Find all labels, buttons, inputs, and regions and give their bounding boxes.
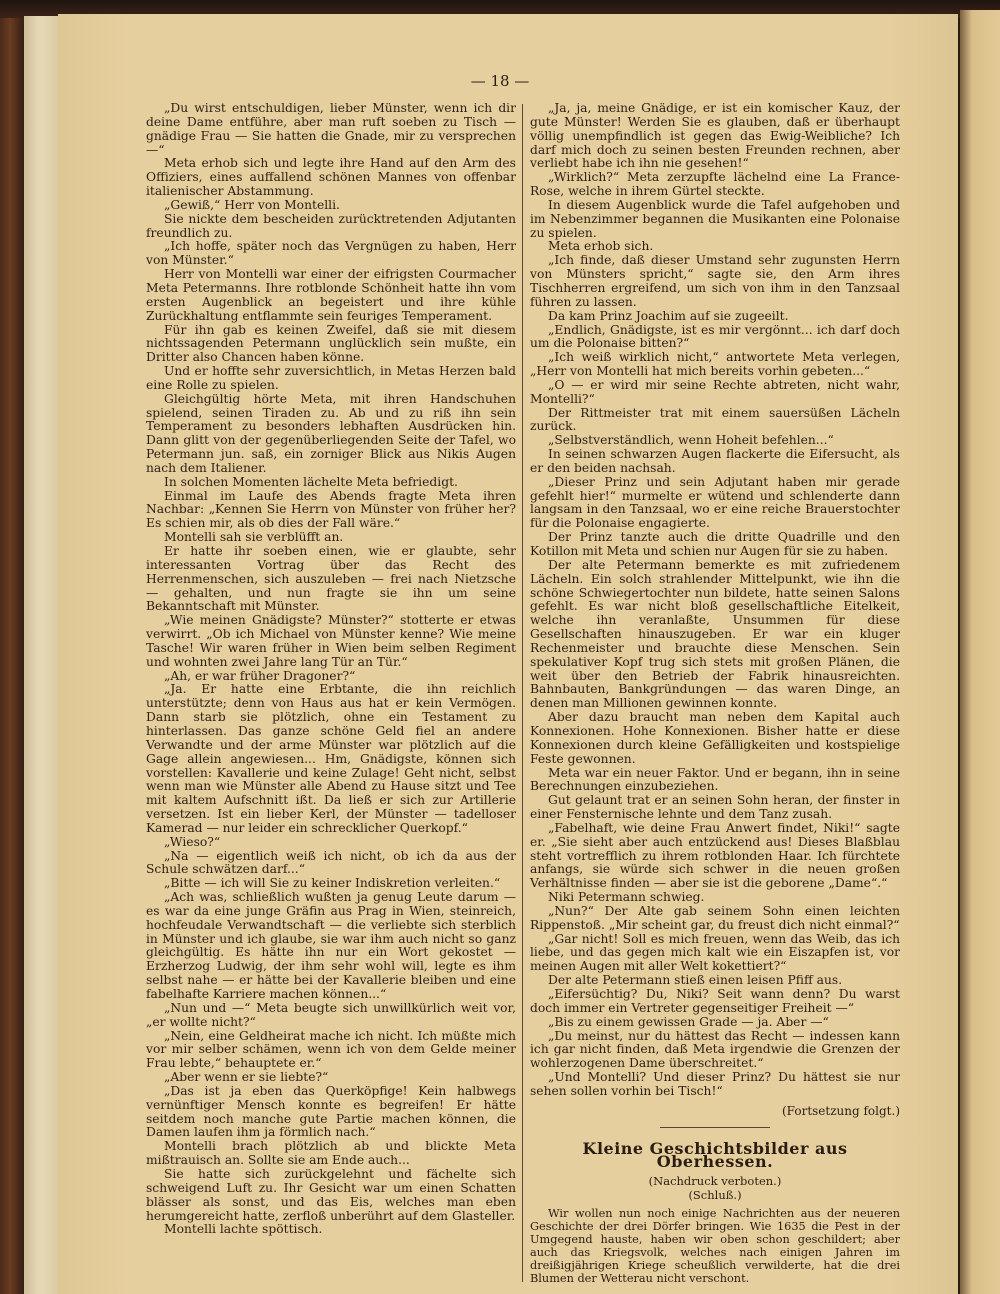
paragraph: „Ah, er war früher Dragoner?“: [164, 668, 356, 683]
paragraph: „Du meinst, nur du hättest das Recht — indessen kann ich gar nicht finden, daß Meta irgendwie die Grenzen der wohlerzogenen Dame überschreitet.“: [530, 1028, 900, 1071]
paragraph: Meta erhob sich und legte ihre Hand auf den Arm des Offiziers, eines auffallend schönen Mannes von offenbar italienischer Abstammung.: [146, 156, 516, 199]
paragraph: „Aber wenn er sie liebte?“: [164, 1070, 329, 1085]
paragraph: Der alte Petermann bemerkte es mit zufriedenem Lächeln. Ein solch strahlender Mittelpunkt, wie ihn die schöne Schwiegertochter nun bildete, hatte seinen Salons gefehlt. Es war nicht bloß gesellschaftliche Eitelkeit, welche ihn veranlaßte, Unsummen für diese Gesellschaften hinauszugeben. Er war ein kluger Rechenmeister und brauchte diese Menschen. Sein spekulativer Kopf trug sich stets mit großen Plänen, die weit über den Betrieb der Fabrik hinausreichten. Bahnbauten, Bankgründungen — das waren Dinge, an denen man Millionen gewinnen konnte.: [530, 557, 900, 711]
paragraph: Der Rittmeister trat mit einem sauersüßen Lächeln zurück.: [530, 405, 900, 434]
paragraph: „Ich hoffe, später noch das Vergnügen zu haben, Herr von Münster.“: [146, 239, 516, 268]
paragraph: Montelli lachte spöttisch.: [164, 1222, 323, 1237]
paragraph: „Gar nicht! Soll es mich freuen, wenn das Weib, das ich liebe, und das gegen mich kalt wie ein Eiszapfen ist, vor meinen Augen mit aller Welt kokettiert?“: [530, 931, 900, 974]
paragraph: „Du wirst entschuldigen, lieber Münster, wenn ich dir deine Dame entführe, aber man ruft soeben zu Tisch — gnädige Frau — Sie hatten die Gnade, mir zu versprechen —“: [146, 101, 516, 157]
paragraph: Er hatte ihr soeben einen, wie er glaubte, sehr interessanten Vortrag über das Recht des Herrenmenschen, sich auszuleben — frei nach Nietzsche — gehalten, und nun fragte sie ihn um seine Bekanntschaft mit Münster.: [146, 544, 516, 614]
section-rule: [660, 1127, 770, 1128]
paragraph: „Ach was, schließlich wußten ja genug Leute darum — es war da eine junge Gräfin aus Prag in Wien, steinreich, hochfeudale Verwandtschaft — die verliebte sich sterblich in Münster und ich glaube, sie war ihm auch nicht so ganz gleichgültig. Es hätte ihn nur ein Wort gekostet — Erzherzog Ludwig, der ihm sehr wohl will, legte es ihm selbst nahe — er hätte bei der Kavallerie bleiben und eine fabelhafte Karriere machen können...“: [146, 890, 516, 1001]
paragraph: Meta war ein neuer Faktor. Und er begann, ihn in seine Berechnungen einzubeziehen.: [530, 765, 900, 794]
paragraph: „Endlich, Gnädigste, ist es mir vergönnt... ich darf doch um die Polonaise bitten?“: [530, 322, 900, 351]
paragraph: Herr von Montelli war einer der eifrigsten Courmacher Meta Petermanns. Ihre rotblonde Schönheit hatte ihn vom ersten Augenblick an begeistert und ihre kühle Zurückhaltung entflammte sein feuriges Temperament.: [146, 267, 516, 323]
right-column: [530, 101, 900, 1285]
paragraph: „Nun?“ Der Alte gab seinem Sohn einen leichten Rippenstoß. „Mir scheint gar, du freust dich nicht einmal?“: [530, 903, 900, 932]
paragraph: „Bitte — ich will Sie zu keiner Indiskretion verleiten.“: [164, 876, 501, 891]
paragraph: „Fabelhaft, wie deine Frau Anwert findet, Niki!“ sagte er. „Sie sieht aber auch entzückend aus! Dieses Blaßblau steht vortrefflich zu ihrem rotblonden Haar. Ich fürchtete anfangs, sie würde sich schwer in die neuen großen Verhältnisse finden — aber sie ist die geborene „Dame“.“: [530, 820, 900, 891]
paragraph: Einmal im Laufe des Abends fragte Meta ihren Nachbar: „Kennen Sie Herrn von Münster von früher her? Es schien mir, als ob dies der Fall wäre.“: [146, 488, 516, 531]
paragraph: Für ihn gab es keinen Zweifel, daß sie mit diesem nichtssagenden Petermann unglücklich sein mußte, ein Dritter also Chancen haben könne.: [146, 322, 516, 365]
paragraph: „Nein, eine Geldheirat mache ich nicht. Ich müßte mich vor mir selber schämen, wenn ich von dem Gelde meiner Frau lebte,“ behauptete er.“: [146, 1028, 516, 1071]
paragraph: „Nun und —“ Meta beugte sich unwillkürlich weit vor, „er wollte nicht?“: [146, 1000, 516, 1029]
paragraph: „Gewiß,“ Herr von Montelli.: [164, 197, 340, 212]
paragraph: Gut gelaunt trat er an seinen Sohn heran, der finster in einer Fensternische lehnte und dem Tanz zusah.: [530, 793, 900, 822]
paragraph: „Na — eigentlich weiß ich nicht, ob ich da aus der Schule schwätzen darf...“: [146, 848, 516, 877]
paragraph: Der alte Petermann stieß einen leisen Pfiff aus.: [548, 973, 843, 988]
paragraph: „Ja, ja, meine Gnädige, er ist ein komischer Kauz, der gute Münster! Werden Sie es glauben, daß er überhaupt völlig unempfindlich ist gegen das Ewig-Weibliche? Ich darf mich doch zu seinen besten Freunden rechnen, aber verliebt habe ich ihn nie gesehen!“: [530, 101, 900, 171]
paragraph: Montelli sah sie verblüfft an.: [164, 530, 344, 545]
continued-note: (Fortsetzung folgt.): [782, 1103, 900, 1118]
paragraph: In solchen Momenten lächelte Meta befriedigt.: [164, 474, 458, 489]
paragraph: „Dieser Prinz und sein Adjutant haben mir gerade gefehlt hier!“ murmelte er wütend und schlenderte dann langsam in den Tanzsaal, wo er eine reiche Brauerstochter für die Polonaise engagierte.: [530, 474, 900, 531]
paragraph: Und er hoffte sehr zuversichtlich, in Metas Herzen bald eine Rolle zu spielen.: [146, 364, 516, 392]
paragraph: Sie hatte sich zurückgelehnt und fächelte sich schweigend Luft zu. Ihr Gesicht war um einen Schatten blässer als sonst, und das Eis, welches man eben herumgereicht hatte, zerfloß unberührt auf dem Glasteller.: [146, 1166, 516, 1223]
column-divider: [522, 104, 523, 1282]
article-body: Wir wollen nun noch einige Nachrichten aus der neueren Geschichte der drei Dörfer bringen. Wie 1635 die Pest in der Umgegend hauste, haben wir oben schon geschildert; aber auch das Kriegsvolk, welches nach einigen Jahren im dreißigjährigen Kriege scheußlich verwilderte, hat die drei Blumen der Wetterau nicht verschont.: [530, 1206, 900, 1285]
paragraph: „Und Montelli? Und dieser Prinz? Du hättest sie nur sehen sollen vorhin bei Tisch!“: [530, 1070, 900, 1098]
article-note-reprint: (Nachdruck verboten.): [648, 1174, 782, 1189]
paragraph: „O — er wird mir seine Rechte abtreten, nicht wahr, Montelli?“: [530, 377, 900, 406]
paragraph: „Selbstverständlich, wenn Hoheit befehlen...“: [548, 433, 834, 448]
paragraph: In diesem Augenblick wurde die Tafel aufgehoben und im Nebenzimmer begannen die Musikanten eine Polonaise zu spielen.: [530, 197, 900, 240]
right-column-paragraphs: [530, 102, 900, 1099]
paragraph: „Ja. Er hatte eine Erbtante, die ihn reichlich unterstützte; denn von Haus aus hat er kein Vermögen. Dann starb sie plötzlich, ohne ein Testament zu hinterlassen. Das ganze schöne Geld fiel an andere Verwandte und der arme Münster war plötzlich auf die Gage allein angewiesen... Hm, Gnädigste, können sich vorstellen: Kavallerie und keine Zulage! Geht nicht, selbst wenn man wie Münster alle Abend zu Hause sitzt und Tee mit kaltem Aufschnitt ißt. Da ließ er sich zur Artillerie versetzen. Ist ein lieber Kerl, der Münster — tadelloser Kamerad — nur leider ein schrecklicher Querkopf.“: [146, 682, 516, 835]
article-note-conclusion: (Schluß.): [688, 1188, 742, 1203]
paragraph: „Ich weiß wirklich nicht,“ antwortete Meta verlegen, „Herr von Montelli hat mich bereits vorhin gebeten...“: [530, 350, 900, 379]
paragraph: Aber dazu braucht man neben dem Kapital auch Konnexionen. Hohe Konnexionen. Bisher hatte er diese Konnexionen durch kleine Gefälligkeiten und kostspielige Feste gewonnen.: [530, 710, 900, 766]
paragraph: Niki Petermann schwieg.: [548, 890, 705, 905]
article-title: Kleine Geschichtsbilder aus Oberhessen.: [582, 1138, 848, 1172]
paragraph: „Wie meinen Gnädigste? Münster?“ stotterte er etwas verwirrt. „Ob ich Michael von Münster kenne? Wie meine Tasche! Wir waren früher in Wien beim selben Regiment und wohnten zwei Jahre lang Tür an Tür.“: [146, 613, 516, 669]
paragraph: Montelli brach plötzlich ab und blickte Meta mißtrauisch an. Sollte sie am Ende auch...: [146, 1139, 516, 1168]
paragraph: „Wirklich?“ Meta zerzupfte lächelnd eine La France-Rose, welche in ihrem Gürtel steckte.: [530, 170, 900, 199]
paragraph: „Eifersüchtig? Du, Niki? Seit wann denn? Du warst doch immer ein Vertreter gegenseitiger Freiheit —“: [530, 987, 900, 1015]
page-number: — 18 —: [470, 72, 530, 90]
paragraph: „Das ist ja eben das Querköpfige! Kein halbwegs vernünftiger Mensch konnte es begreifen! Er hätte seitdem noch manche gute Partie machen können, die Damen laufen ihm ja förmlich nach.“: [146, 1083, 516, 1140]
paragraph: Gleichgültig hörte Meta, mit ihren Handschuhen spielend, seinen Tiraden zu. Ab und zu riß ihn sein Temperament zu besonders lebhaften Ausdrücken hin. Dann glitt von der gegenüberliegenden Seite der Tafel, wo Petermann jun. saß, ein zorniger Blick aus Nikis Augen nach dem Italiener.: [146, 391, 516, 475]
paragraph: Da kam Prinz Joachim auf sie zugeeilt.: [548, 308, 789, 323]
left-column: [146, 102, 516, 1272]
paragraph: Der Prinz tanzte auch die dritte Quadrille und den Kotillon mit Meta und schien nur Augen für sie zu haben.: [530, 530, 900, 558]
paragraph: „Bis zu einem gewissen Grade — ja. Aber —“: [548, 1014, 829, 1029]
paragraph: Sie nickte dem bescheiden zurücktretenden Adjutanten freundlich zu.: [146, 211, 516, 240]
paragraph: Meta erhob sich.: [548, 239, 654, 254]
paragraph: „Ich finde, daß dieser Umstand sehr zugunsten Herrn von Münsters spricht,“ sagte sie, den Arm ihres Tischherren ergreifend, um sich von ihm in den Tanzsaal führen zu lassen.: [530, 253, 900, 309]
paragraph: In seinen schwarzen Augen flackerte die Eifersucht, als er den beiden nachsah.: [530, 447, 900, 475]
next-page-edge: [960, 10, 1000, 1294]
paragraph: „Wieso?“: [164, 834, 221, 849]
